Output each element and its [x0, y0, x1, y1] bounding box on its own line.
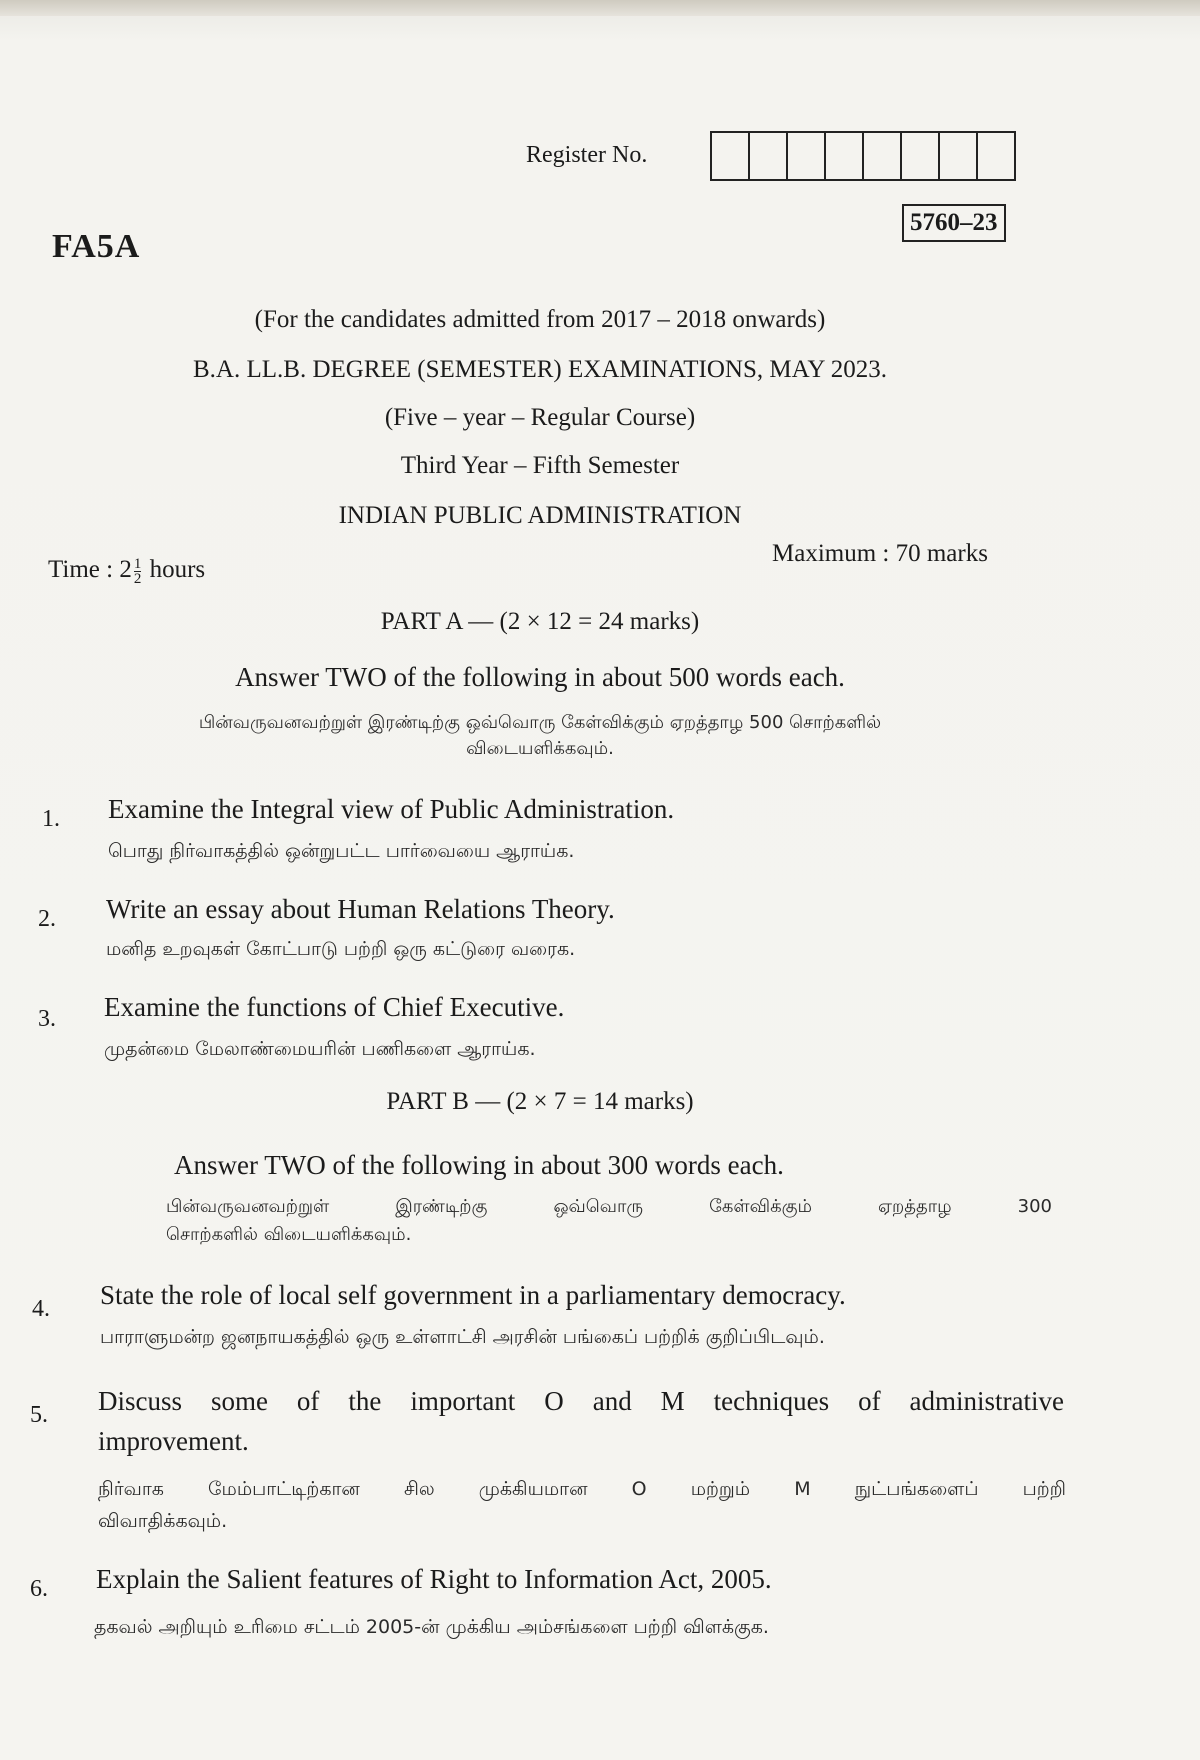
question-text: Explain the Salient features of Right to Information Act, 2005. [96, 1564, 772, 1594]
page-top-edge [0, 0, 1200, 16]
part-b-instruction-tamil: பின்வருவனவற்றுள் இரண்டிற்கு ஒவ்வொரு கேள்விக்கும் ஏறத்தாழ 300 [166, 1196, 1052, 1217]
paper-code: FA5A [52, 228, 141, 265]
register-box[interactable] [712, 133, 750, 179]
exam-code: 5760–23 [902, 204, 1006, 242]
question-text-tamil: பாராளுமன்ற ஜனநாயகத்தில் ஒரு உள்ளாட்சி அரசின் பங்கைப் பற்றிக் குறிப்பிடவும். [100, 1326, 825, 1348]
question-number: 4. [32, 1296, 50, 1322]
register-no-label: Register No. [526, 142, 648, 168]
question-number: 5. [30, 1402, 48, 1428]
part-b-instruction: Answer TWO of the following in about 300 words each. [174, 1150, 784, 1180]
time-suffix: hours [149, 556, 206, 583]
year-semester: Third Year – Fifth Semester [400, 452, 680, 479]
register-box[interactable] [788, 133, 826, 179]
question-text-tamil: முதன்மை மேலாண்மையரின் பணிகளை ஆராய்க. [104, 1038, 536, 1060]
question-text-cont: improvement. [98, 1426, 249, 1456]
part-a-instruction-tamil: பின்வருவனவற்றுள் இரண்டிற்கு ஒவ்வொரு கேள்விக்கும் ஏறத்தாழ 500 சொற்களில் [198, 712, 882, 733]
register-no-boxes[interactable] [710, 131, 1016, 181]
part-b-instruction-tamil-cont: சொற்களில் விடையளிக்கவும். [166, 1224, 412, 1245]
question-number: 3. [38, 1006, 56, 1032]
candidates-note: (For the candidates admitted from 2017 – 2018 onwards) [254, 306, 826, 333]
time-prefix: Time : 2 [48, 556, 132, 583]
degree-title: B.A. LL.B. DEGREE (SEMESTER) EXAMINATIONS, MAY 2023. [193, 356, 887, 383]
fraction-numerator: 1 [133, 555, 142, 572]
question-text: Discuss some of the important O and M techniques of administrative [98, 1386, 1064, 1416]
question-text-tamil: பொது நிர்வாகத்தில் ஒன்றுபட்ட பார்வையை ஆராய்க. [108, 840, 575, 862]
question-text-tamil: தகவல் அறியும் உரிமை சட்டம் 2005-ன் முக்கிய அம்சங்களை பற்றி விளக்குக. [94, 1616, 769, 1638]
register-box[interactable] [902, 133, 940, 179]
part-a-instruction-tamil-cont: விடையளிக்கவும். [466, 738, 614, 759]
course-type: (Five – year – Regular Course) [384, 404, 696, 431]
question-text-tamil: நிர்வாக மேம்பாட்டிற்கான சில முக்கியமான O மற்றும் M நுட்பங்களைப் பற்றி [98, 1478, 1066, 1500]
subject-title: INDIAN PUBLIC ADMINISTRATION [338, 502, 742, 529]
question-text: Write an essay about Human Relations Theory. [106, 894, 615, 924]
question-number: 1. [42, 806, 60, 832]
register-box[interactable] [826, 133, 864, 179]
fraction-denominator: 2 [133, 570, 142, 587]
part-a-title: PART A — (2 × 12 = 24 marks) [380, 608, 700, 635]
question-text: Examine the functions of Chief Executive. [104, 992, 565, 1022]
question-number: 6. [30, 1576, 48, 1602]
question-text-tamil: மனித உறவுகள் கோட்பாடு பற்றி ஒரு கட்டுரை வரைக. [106, 938, 576, 960]
register-box[interactable] [864, 133, 902, 179]
question-number: 2. [38, 906, 56, 932]
question-text: State the role of local self government in a parliamentary democracy. [100, 1280, 846, 1310]
time-allowed [48, 556, 205, 586]
maximum-marks: Maximum : 70 marks [772, 540, 988, 567]
part-b-title: PART B — (2 × 7 = 14 marks) [386, 1088, 694, 1115]
question-text-tamil-cont: விவாதிக்கவும். [98, 1510, 228, 1532]
register-box[interactable] [750, 133, 788, 179]
time-fraction [134, 557, 142, 586]
register-box[interactable] [940, 133, 978, 179]
register-box[interactable] [978, 133, 1014, 179]
part-a-instruction: Answer TWO of the following in about 500 words each. [235, 662, 845, 692]
question-text: Examine the Integral view of Public Administration. [108, 794, 675, 824]
